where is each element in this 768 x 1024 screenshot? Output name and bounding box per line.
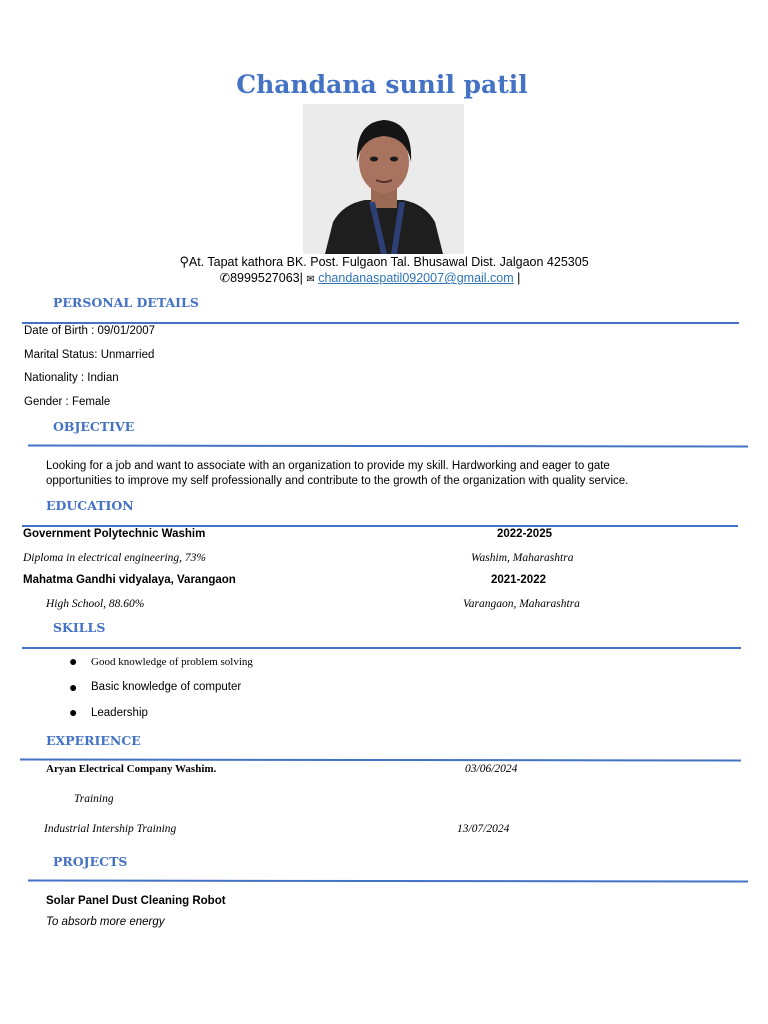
education-school: Government Polytechnic Washim (23, 528, 206, 540)
skill-item: Leadership (91, 707, 148, 719)
email-link[interactable]: chandanaspatil092007@gmail.com (318, 271, 514, 285)
section-divider (28, 879, 748, 882)
section-divider (20, 758, 741, 761)
section-heading-objective: OBJECTIVE (53, 419, 135, 434)
section-heading-skills: SKILLS (53, 620, 106, 635)
education-school: Mahatma Gandhi vidyalaya, Varangaon (23, 574, 236, 586)
section-divider (22, 525, 738, 527)
section-heading-projects: PROJECTS (53, 854, 128, 869)
project-description: To absorb more energy (46, 916, 165, 928)
section-heading-education: EDUCATION (46, 498, 134, 513)
section-divider (22, 647, 741, 649)
skill-item: Basic knowledge of computer (91, 681, 242, 693)
education-detail: Diploma in electrical engineering, 73% (23, 552, 207, 564)
section-divider (22, 322, 739, 324)
person-photo-icon (303, 104, 464, 254)
location-pin-icon: ⚲ (179, 254, 189, 269)
experience-item: Industrial Intership Training (44, 823, 177, 835)
contact-trailer: | (513, 271, 521, 285)
project-title: Solar Panel Dust Cleaning Robot (46, 895, 226, 907)
section-heading-personal: PERSONAL DETAILS (53, 295, 199, 310)
experience-company: Aryan Electrical Company Washim. (46, 763, 217, 775)
bullet-icon: ● (69, 679, 78, 695)
section-divider (28, 444, 748, 447)
address-text: At. Tapat kathora BK. Post. Fulgaon Tal. Bhusawal Dist. Jalgaon 425305 (188, 255, 589, 269)
education-place: Varangaon, Maharashtra (463, 598, 580, 610)
profile-photo (303, 104, 464, 254)
address-line (0, 254, 768, 270)
personal-gender: Gender : Female (24, 396, 111, 408)
bullet-icon: ● (69, 704, 78, 720)
bullet-icon: ● (69, 653, 78, 669)
education-detail: High School, 88.60% (46, 598, 145, 610)
objective-line-2: opportunities to improve my self professionally and contribute to the growth of the organization with quality service. (46, 475, 629, 487)
experience-date: 03/06/2024 (465, 763, 518, 775)
phone-icon: ✆ (219, 271, 231, 285)
skill-item: Good knowledge of problem solving (91, 656, 253, 668)
resume-name: Chandana sunil patil (236, 70, 528, 99)
personal-nationality: Nationality : Indian (24, 372, 119, 384)
education-place: Washim, Maharashtra (471, 552, 574, 564)
section-heading-experience: EXPERIENCE (46, 733, 141, 748)
phone-number: 8999527063| (230, 271, 303, 285)
mail-icon: ✉ (306, 274, 315, 285)
objective-line-1: Looking for a job and want to associate with an organization to provide my skill. Hardworking and eager to gate (46, 460, 610, 472)
experience-date: 13/07/2024 (457, 823, 510, 835)
education-years: 2022-2025 (497, 528, 552, 540)
personal-dob: Date of Birth : 09/01/2007 (24, 325, 156, 337)
experience-role: Training (74, 793, 114, 805)
contact-line (0, 270, 740, 285)
personal-marital: Marital Status: Unmarried (24, 349, 155, 361)
education-years: 2021-2022 (491, 574, 546, 586)
